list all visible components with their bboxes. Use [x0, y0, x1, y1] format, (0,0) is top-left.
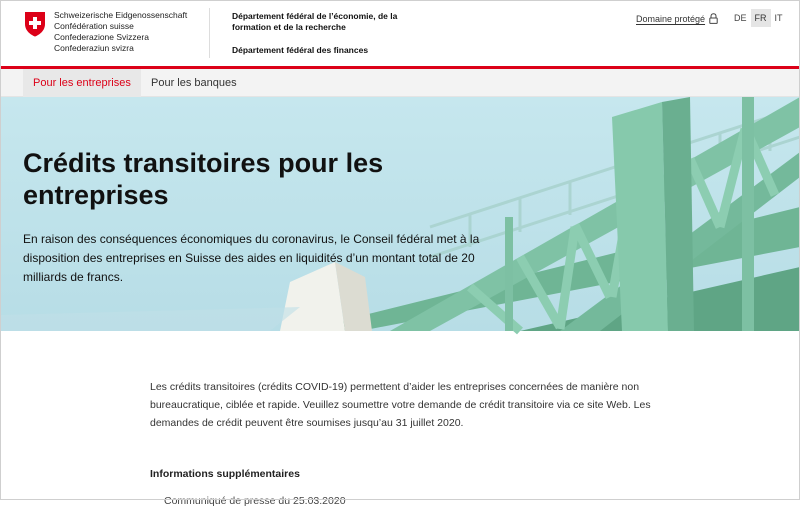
department-efd: Département fédéral des finances: [232, 45, 369, 55]
lock-icon: [709, 13, 718, 24]
protected-area-label: Domaine protégé: [636, 13, 706, 24]
tab-banques[interactable]: Pour les banques: [151, 77, 237, 89]
intro-paragraph: Les crédits transitoires (crédits COVID-19) permettent d’aider les entreprises concernées de manière non bureaucratique, ciblée et rapide. Veuillez soumettre votre demande de crédit transitoire via ce site Web. Les demandes de crédit peuvent être soumises jusqu’au 31 juillet 2020.: [150, 381, 651, 429]
brand-line-de: Schweizerische Eidgenossenschaft: [54, 10, 188, 20]
confederation-wordmark[interactable]: [54, 10, 187, 54]
lang-fr[interactable]: FR: [751, 9, 771, 27]
more-info-heading: Informations supplémentaires: [150, 468, 300, 480]
main-content: [150, 378, 690, 507]
hero-text-block: [23, 147, 493, 287]
lang-de[interactable]: DE: [734, 13, 747, 23]
departments: [232, 11, 407, 56]
tab-entreprises[interactable]: Pour les entreprises: [23, 69, 141, 97]
lang-it[interactable]: IT: [774, 13, 783, 23]
main-navigation: [0, 69, 800, 97]
hero-banner: [0, 97, 800, 331]
department-wbf: Département fédéral de l’économie, de la formation et de la recherche: [232, 11, 398, 32]
site-header: [0, 0, 800, 66]
header-divider: [209, 8, 210, 58]
page-title: Crédits transitoires pour les entreprises: [23, 148, 384, 210]
hero-lead: En raison des conséquences économiques du coronavirus, le Conseil fédéral met à la disposition des entreprises en Suisse des aides en liquidités d’un montant total de 20 milliards de francs.: [23, 232, 480, 284]
brand-line-rm: Confederaziun svizra: [54, 43, 134, 53]
brand-line-it: Confederazione Svizzera: [54, 32, 149, 42]
language-switcher: [730, 9, 787, 27]
more-info-link-press-release[interactable]: Communiqué de presse du 25.03.2020: [164, 495, 346, 507]
brand-line-fr: Confédération suisse: [54, 21, 134, 31]
protected-area-link[interactable]: [636, 13, 718, 24]
swiss-crest-icon[interactable]: [24, 11, 46, 37]
